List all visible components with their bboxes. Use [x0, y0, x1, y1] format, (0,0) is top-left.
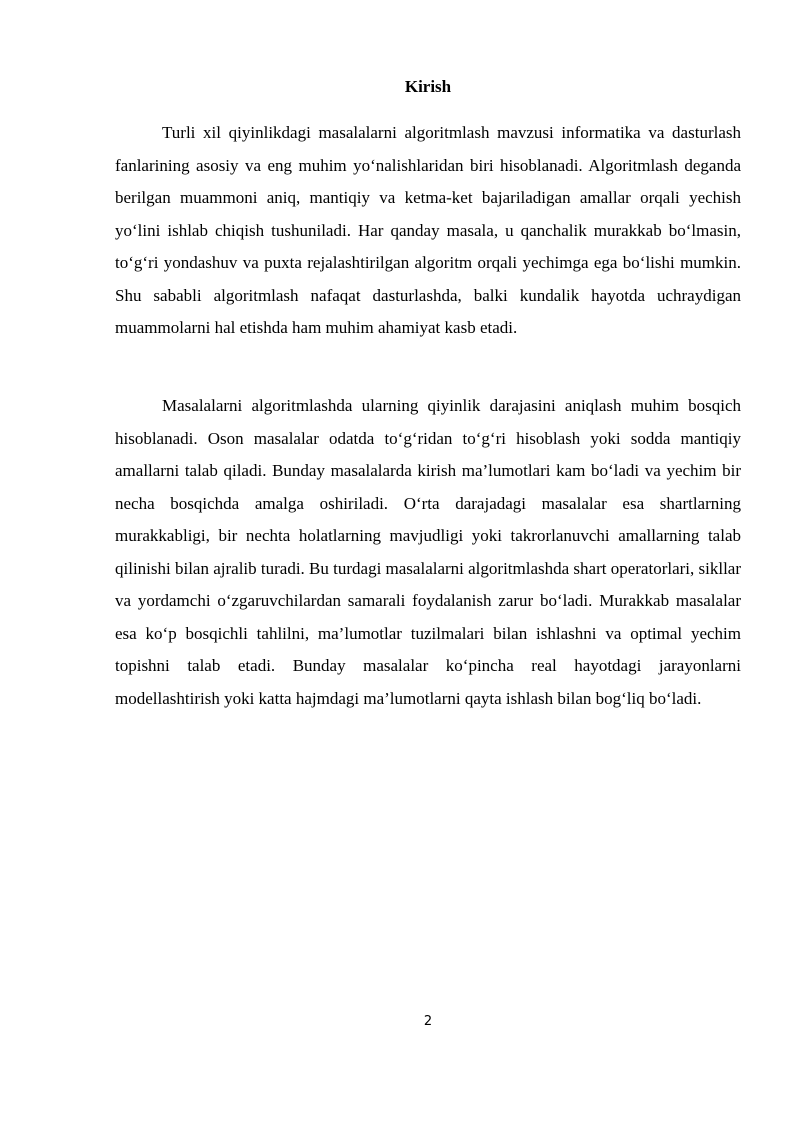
page-number: 2 [423, 1014, 433, 1029]
paragraph-1: Turli xil qiyinlikdagi masalalarni algoritmlash mavzusi informatika va dasturlash fanlarining asosiy va eng muhim yo‘nalishlaridan biri hisoblanadi. Algoritmlash deganda berilgan muammoni aniq, mantiqiy va ketma-ket bajariladigan amallar orqali yechish yo‘lini ishlab chiqish tushuniladi. Har qanday masala, u qanchalik murakkab bo‘lmasin, to‘g‘ri yondashuv va puxta rejalashtirilgan algoritm orqali yechimga ega bo‘lishi mumkin. Shu sababli algoritmlash nafaqat dasturlashda, balki kundalik hayotda uchraydigan muammolarni hal etishda ham muhim ahamiyat kasb etadi. [115, 123, 741, 337]
section-title: Kirish [404, 77, 452, 96]
paragraph-2: Masalalarni algoritmlashda ularning qiyinlik darajasini aniqlash muhim bosqich hisoblanadi. Oson masalalar odatda to‘g‘ridan to‘g‘ri hisoblash yoki sodda mantiqiy amallarni talab qiladi. Bunday masalalarda kirish ma’lumotlari kam bo‘ladi va yechim bir necha bosqichda amalga oshiriladi. O‘rta darajadagi masalalar esa shartlarning murakkabligi, bir nechta holatlarning mavjudligi yoki takrorlanuvchi amallarning talab qilinishi bilan ajralib turadi. Bu turdagi masalalarni algoritmlashda shart operatorlari, sikllar va yordamchi o‘zgaruvchilardan samarali foydalanish zarur bo‘ladi. Murakkab masalalar esa ko‘p bosqichli tahlilni, ma’lumotlar tuzilmalari bilan ishlashni va optimal yechim topishni talab etadi. Bunday masalalar ko‘pincha real hayotdagi jarayonlarni modellashtirish yoki katta hajmdagi ma’lumotlarni qayta ishlash bilan bog‘liq bo‘ladi. [115, 396, 741, 708]
